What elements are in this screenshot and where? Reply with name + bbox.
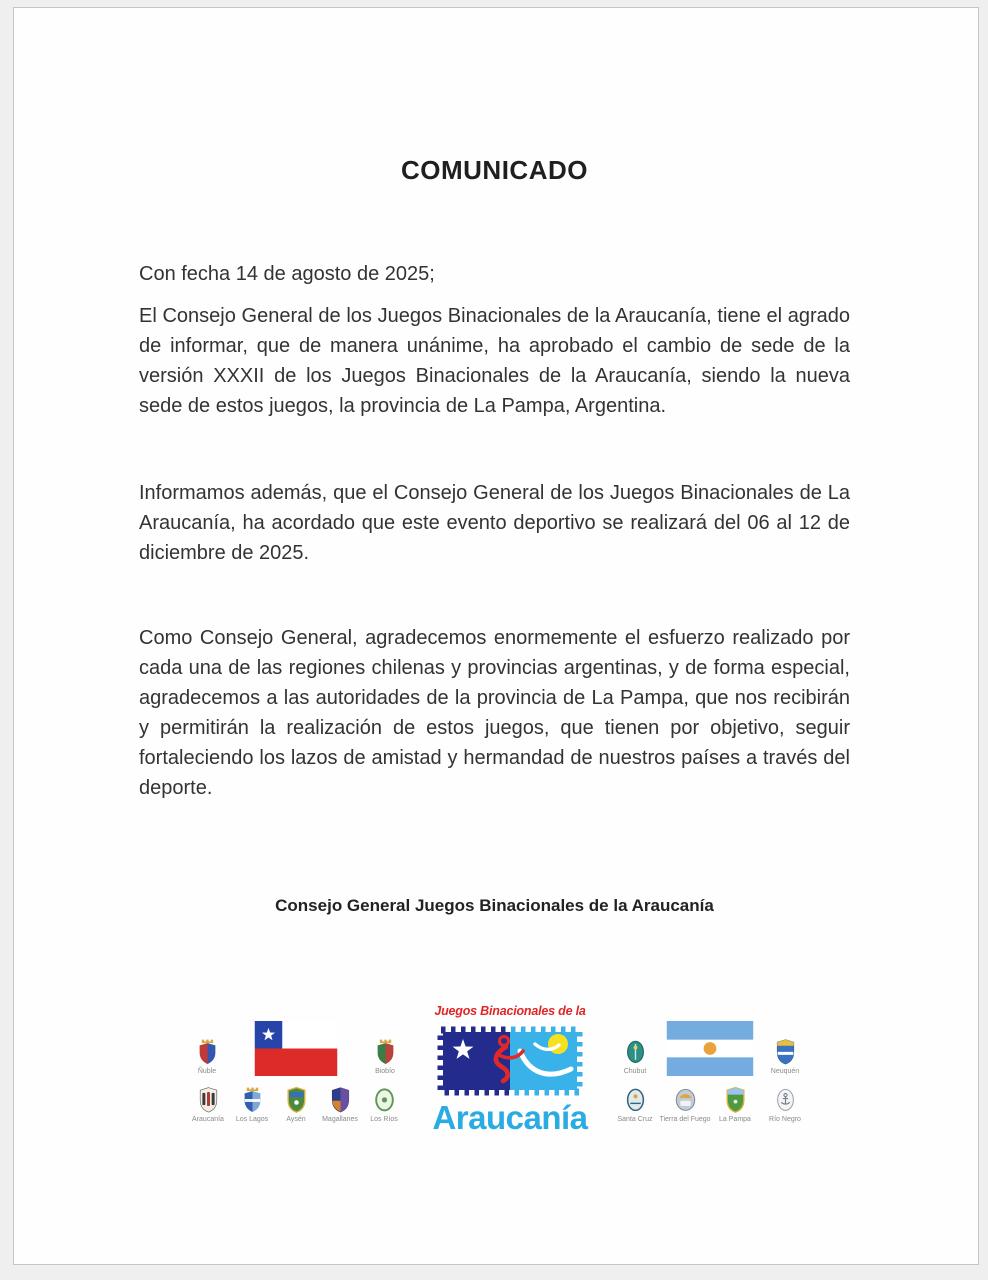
argentina-flag-icon (666, 1021, 754, 1076)
emblem-magallanes: Magallanes (319, 1085, 361, 1124)
emblem-aysen: Aysén (275, 1085, 317, 1124)
emblem-los-rios: Los Ríos (363, 1085, 405, 1124)
araucania-stamp-icon (435, 1024, 585, 1098)
araucania-games-logo (432, 1003, 588, 1136)
emblem-los-lagos: Los Lagos (231, 1085, 273, 1124)
page-title: COMUNICADO (401, 155, 588, 185)
logo-bottom-text: Araucanía (432, 1099, 588, 1136)
rio-negro-coat-of-arms-icon (775, 1085, 796, 1113)
logo-top-text: Juegos Binacionales de la (434, 1004, 586, 1018)
paragraph-3: Como Consejo General, agradecemos enormemente el esfuerzo realizado por cada una de las regiones chilenas y provincias argentinas, y de forma especial, agradecemos a las autoridades de la provincia de La Pampa, que nos recibirán y permitirán la realización de estos juegos, que tienen por objetivo, seguir fortaleciendo los lazos de amistad y hermandad de nuestros países a través del deporte. (139, 627, 850, 799)
aysen-coat-of-arms-icon (286, 1085, 307, 1113)
emblem-araucania: Araucanía (187, 1085, 229, 1124)
emblem-biobio: Biobío (364, 1037, 406, 1076)
emblem-santa-cruz: Santa Cruz (614, 1085, 656, 1124)
emblem-neuquen: Neuquén (764, 1037, 806, 1076)
araucania-coat-of-arms-icon (198, 1085, 219, 1113)
emblem-nuble: Ñuble (186, 1037, 228, 1076)
tierra-del-fuego-coat-of-arms-icon (675, 1085, 696, 1113)
emblem-rio-negro: Río Negro (764, 1085, 806, 1124)
paragraph-1: El Consejo General de los Juegos Binacionales de la Araucanía, tiene el agrado de informar, que de manera unánime, ha aprobado el cambio de sede de la versión XXXII de los Juegos Binacionales de la Araucanía, siendo la nueva sede de estos juegos, la provincia de La Pampa, Argentina. (139, 305, 850, 417)
signature-line: Consejo General Juegos Binacionales de la Araucanía (275, 896, 714, 915)
los-lagos-coat-of-arms-icon (242, 1085, 263, 1113)
emblem-la-pampa: La Pampa (714, 1085, 756, 1124)
magallanes-coat-of-arms-icon (330, 1085, 351, 1113)
biobio-coat-of-arms-icon (375, 1037, 396, 1065)
logos-strip (14, 1003, 978, 1136)
emblem-tierra-del-fuego: Tierra del Fuego (664, 1085, 706, 1124)
document-body (14, 8, 978, 917)
chubut-coat-of-arms-icon (625, 1037, 646, 1065)
nuble-coat-of-arms-icon (197, 1037, 218, 1065)
la-pampa-coat-of-arms-icon (725, 1085, 746, 1113)
los-rios-coat-of-arms-icon (374, 1085, 395, 1113)
santa-cruz-coat-of-arms-icon (625, 1085, 646, 1113)
date-line: Con fecha 14 de agosto de 2025; (139, 263, 435, 285)
chile-flag-icon (254, 1021, 338, 1076)
paragraph-2: Informamos además, que el Consejo General de los Juegos Binacionales de La Araucanía, ha acordado que este evento deportivo se realizará del 06 al 12 de diciembre de 2025. (139, 482, 850, 564)
argentina-emblems-cluster (614, 1021, 806, 1124)
emblem-chubut: Chubut (614, 1037, 656, 1076)
document-page (13, 7, 979, 1265)
neuquen-coat-of-arms-icon (775, 1037, 796, 1065)
chile-emblems-cluster (186, 1021, 406, 1124)
